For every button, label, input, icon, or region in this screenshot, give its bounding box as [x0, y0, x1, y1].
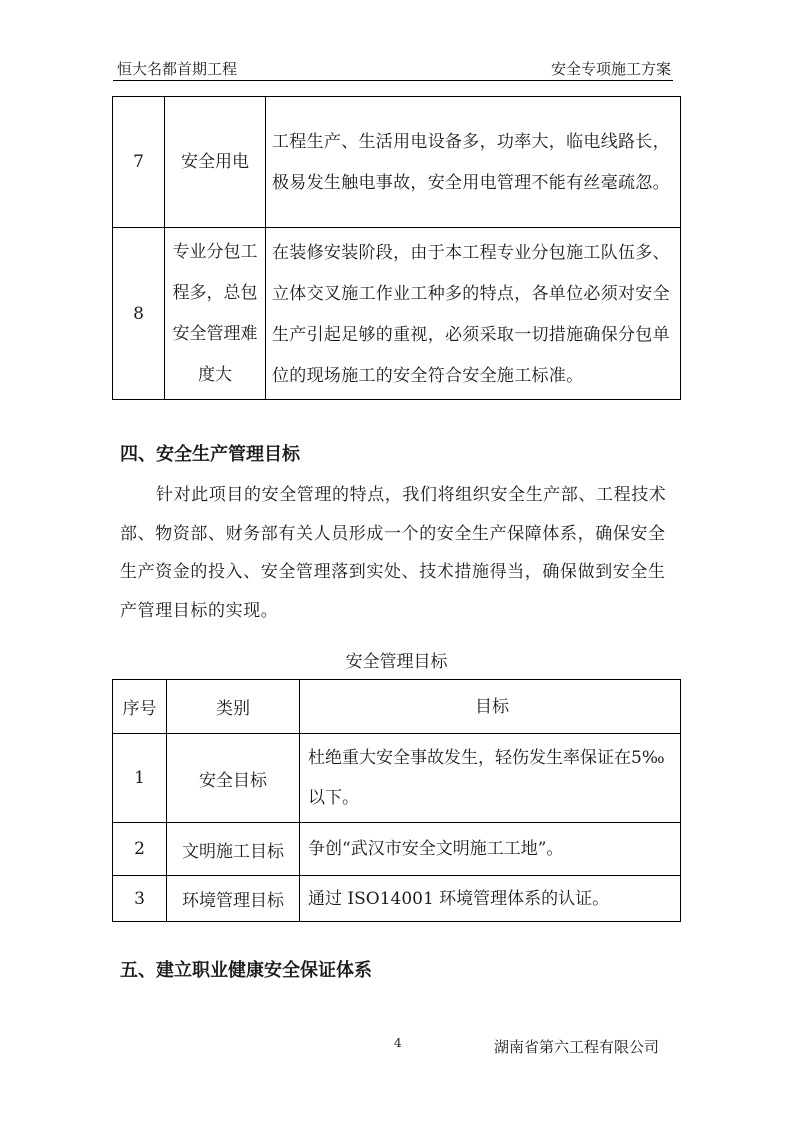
- risk-item: 专业分包工程多，总包安全管理难度大: [165, 228, 266, 400]
- table-row: [113, 876, 681, 922]
- section-4-paragraph: 针对此项目的安全管理的特点，我们将组织安全生产部、工程技术部、物资部、财务部有关人员形成一个的安全生产保障体系，确保安全生产资金的投入、安全管理落到实处、技术措施得当，确保做到安全生产管理目标的实现。: [120, 485, 667, 621]
- risk-table: [112, 96, 681, 400]
- goal-category: 环境管理目标: [167, 876, 300, 922]
- row-number: 3: [113, 876, 167, 922]
- table-header-row: [113, 680, 681, 734]
- goal-category: 文明施工目标: [167, 823, 300, 876]
- footer-company: 湖南省第六工程有限公司: [494, 1038, 660, 1056]
- table-row: [113, 97, 681, 228]
- risk-item: 安全用电: [165, 97, 266, 228]
- goal-category: 安全目标: [167, 734, 300, 823]
- goal-text: 通过 ISO14001 环境管理体系的认证。: [300, 876, 681, 922]
- row-number: 1: [113, 734, 167, 823]
- section-heading-4: 四、安全生产管理目标: [120, 444, 300, 465]
- page-header: [113, 56, 673, 81]
- row-number: 8: [113, 228, 165, 400]
- header-goal: 目标: [300, 680, 681, 734]
- table-row: [113, 734, 681, 823]
- goal-text: 争创“武汉市安全文明施工工地”。: [300, 823, 681, 876]
- risk-description: 工程生产、生活用电设备多，功率大，临电线路长，极易发生触电事故，安全用电管理不能有丝毫疏忽。: [266, 97, 681, 228]
- header-number: 序号: [113, 680, 167, 734]
- page-number: 4: [394, 1036, 402, 1050]
- risk-description: 在装修安装阶段，由于本工程专业分包施工队伍多、立体交叉施工作业工种多的特点，各单位必须对安全生产引起足够的重视，必须采取一切措施确保分包单位的现场施工的安全符合安全施工标准。: [266, 228, 681, 400]
- table-row: [113, 823, 681, 876]
- header-document-title: 安全专项施工方案: [550, 60, 671, 78]
- header-category: 类别: [167, 680, 300, 734]
- table-row: [113, 228, 681, 400]
- goal-text: 杜绝重大安全事故发生，轻伤发生率保证在5‰以下。: [300, 734, 681, 823]
- header-project-name: 恒大名都首期工程: [117, 60, 238, 78]
- goals-table-caption: 安全管理目标: [345, 652, 448, 672]
- goals-table: [112, 679, 681, 922]
- section-heading-5: 五、建立职业健康安全保证体系: [120, 960, 372, 981]
- row-number: 7: [113, 97, 165, 228]
- row-number: 2: [113, 823, 167, 876]
